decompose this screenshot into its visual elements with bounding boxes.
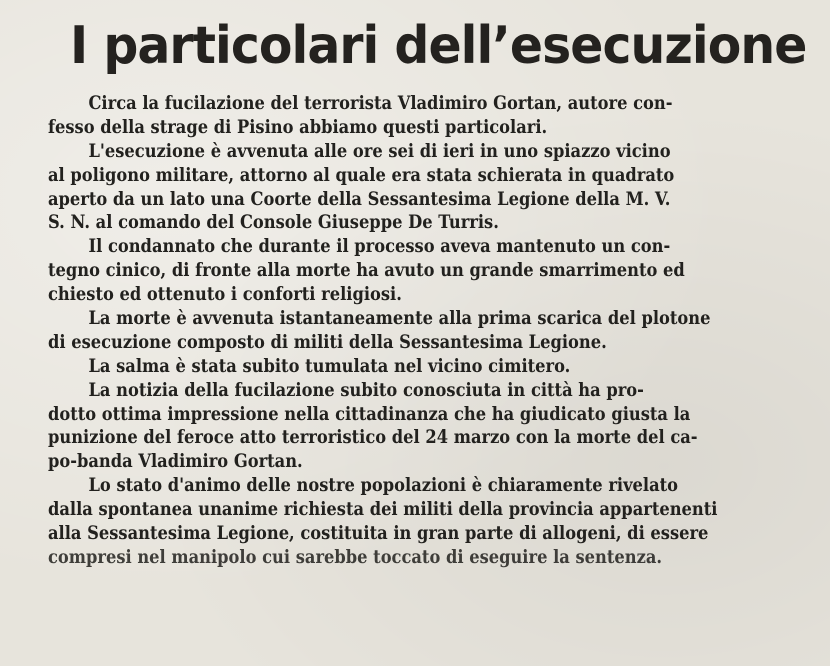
article-line: alla Sessantesima Legione, costituita in gran parte di allogeni, di essere [48,523,709,545]
article-line: punizione del feroce atto terroristico del 24 marzo con la morte del ca- [48,427,698,449]
article-line: tegno cinico, di fronte alla morte ha avuto un grande smarrimento ed [48,260,685,282]
article-line: fesso della strage di Pisino abbiamo questi particolari. [48,116,548,138]
article-line: po-banda Vladimiro Gortan. [48,451,303,473]
article-line: Circa la fucilazione del terrorista Vladimiro Gortan, autore con- [88,93,673,114]
article-line: La salma è stata subito tumulata nel vicino cimitero. [88,355,571,377]
article-line: di esecuzione composto di militi della Sessantesima Legione. [48,331,607,353]
article-line: La notizia della fucilazione subito conosciuta in città ha pro- [88,379,644,401]
article-line: S. N. al comando del Console Giuseppe De Turris. [48,212,499,234]
headline: I particolari dell’esecuzione [70,16,807,76]
article-line: Lo stato d'animo delle nostre popolazioni è chiaramente rivelato [88,475,679,497]
article-line: dotto ottima impressione nella cittadinanza che ha giudicato giusta la [48,403,691,425]
article-line: Il condannato che durante il processo aveva mantenuto un con- [88,236,671,258]
article-line: chiesto ed ottenuto i conforti religiosi. [48,284,402,306]
article-line: al poligono militare, attorno al quale era stata schierata in quadrato [48,164,675,186]
article-line: dalla spontanea unanime richiesta dei militi della provincia appartenenti [48,499,718,521]
article-line: La morte è avvenuta istantaneamente alla prima scarica del plotone [88,308,711,330]
article-line: aperto da un lato una Coorte della Sessantesima Legione della M. V. [48,188,671,210]
article-line: compresi nel manipolo cui sarebbe toccato di eseguire la sentenza. [48,546,663,568]
article-body [48,92,828,570]
article-line: L'esecuzione è avvenuta alle ore sei di ieri in uno spiazzo vicino [88,140,671,162]
